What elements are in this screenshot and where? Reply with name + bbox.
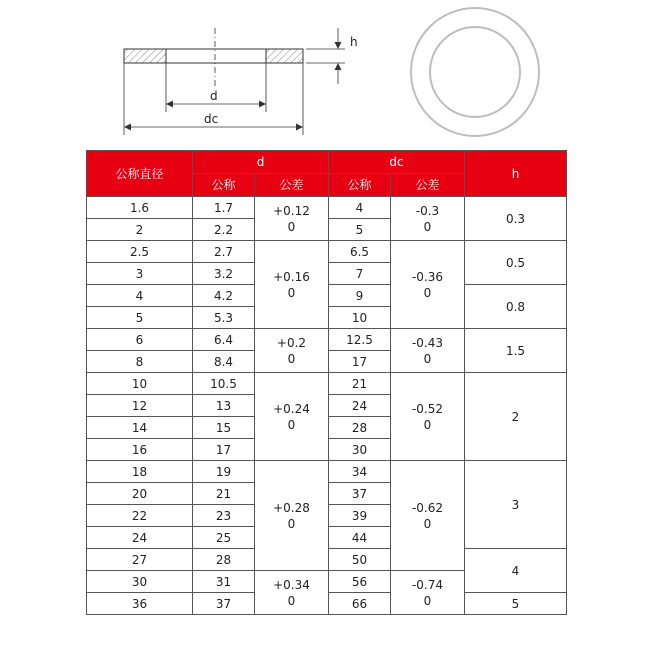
dc-tolerance-cell xyxy=(391,197,465,241)
dc-nominal-cell: 6.5 xyxy=(329,241,391,263)
dc-nominal-cell: 4 xyxy=(329,197,391,219)
d-tolerance-cell xyxy=(255,197,329,241)
dc-nominal-cell: 56 xyxy=(329,571,391,593)
d-nominal-cell: 17 xyxy=(193,439,255,461)
dc-tolerance-cell-upper: -0.74 xyxy=(411,577,444,592)
d-tolerance-cell xyxy=(255,329,329,373)
d-nominal-cell: 37 xyxy=(193,593,255,615)
dc-tolerance-cell xyxy=(391,461,465,571)
d-nominal-cell: 31 xyxy=(193,571,255,593)
table-row xyxy=(87,461,567,483)
nominal-diameter-cell: 14 xyxy=(87,417,193,439)
d-tolerance-cell-lower: 0 xyxy=(287,219,296,234)
nominal-diameter-cell: 8 xyxy=(87,351,193,373)
dc-tolerance-cell-upper: -0.36 xyxy=(411,269,444,284)
d-nominal-cell: 2.2 xyxy=(193,219,255,241)
dc-tolerance-cell xyxy=(391,241,465,329)
dc-tolerance-cell-upper: -0.43 xyxy=(411,335,444,350)
h-cell: 2 xyxy=(465,373,567,461)
nominal-diameter-cell: 12 xyxy=(87,395,193,417)
washer-side-view xyxy=(124,28,303,88)
dc-tolerance-cell-upper: -0.3 xyxy=(415,203,440,218)
dc-nominal-cell: 17 xyxy=(329,351,391,373)
dc-nominal-cell: 44 xyxy=(329,527,391,549)
dc-tolerance-cell xyxy=(391,329,465,373)
dc-nominal-cell: 37 xyxy=(329,483,391,505)
dc-tolerance-cell xyxy=(391,373,465,461)
dc-nominal-cell: 9 xyxy=(329,285,391,307)
d-tolerance-cell-lower: 0 xyxy=(287,593,296,608)
washer-spec-rows xyxy=(87,197,567,615)
header-dc-nominal: 公称 xyxy=(329,174,391,197)
nominal-diameter-cell: 1.6 xyxy=(87,197,193,219)
dc-nominal-cell: 66 xyxy=(329,593,391,615)
nominal-diameter-cell: 6 xyxy=(87,329,193,351)
dc-tolerance-cell xyxy=(391,571,465,615)
d-tolerance-cell-lower: 0 xyxy=(287,516,296,531)
dimension-h xyxy=(306,28,358,84)
nominal-diameter-cell: 2 xyxy=(87,219,193,241)
nominal-diameter-cell: 36 xyxy=(87,593,193,615)
header-d-nominal: 公称 xyxy=(193,174,255,197)
washer-section-left xyxy=(124,49,166,63)
h-cell: 1.5 xyxy=(465,329,567,373)
nominal-diameter-cell: 27 xyxy=(87,549,193,571)
dimension-h-label: h xyxy=(350,35,358,49)
dc-tolerance-cell-lower: 0 xyxy=(423,417,432,432)
d-tolerance-cell xyxy=(255,373,329,461)
washer-top-view xyxy=(411,8,539,136)
d-tolerance-cell-upper: +0.34 xyxy=(273,577,310,592)
dimension-dc-label: dc xyxy=(204,112,219,126)
table-row xyxy=(87,373,567,395)
header-h: h xyxy=(465,151,567,197)
table-row xyxy=(87,241,567,263)
h-cell: 0.8 xyxy=(465,285,567,329)
d-tolerance-cell-upper: +0.24 xyxy=(273,401,310,416)
dc-tolerance-cell-lower: 0 xyxy=(423,351,432,366)
d-tolerance-cell-upper: +0.28 xyxy=(273,500,310,515)
nominal-diameter-cell: 4 xyxy=(87,285,193,307)
d-nominal-cell: 13 xyxy=(193,395,255,417)
d-tolerance-cell-upper: +0.12 xyxy=(273,203,310,218)
nominal-diameter-cell: 10 xyxy=(87,373,193,395)
d-tolerance-cell-lower: 0 xyxy=(287,417,296,432)
nominal-diameter-cell: 20 xyxy=(87,483,193,505)
nominal-diameter-cell: 16 xyxy=(87,439,193,461)
dc-tolerance-cell-lower: 0 xyxy=(423,285,432,300)
dc-tolerance-cell-upper: -0.52 xyxy=(411,401,444,416)
dc-nominal-cell: 39 xyxy=(329,505,391,527)
washer-section-right xyxy=(266,49,303,63)
h-cell: 0.3 xyxy=(465,197,567,241)
d-nominal-cell: 21 xyxy=(193,483,255,505)
h-cell: 4 xyxy=(465,549,567,593)
dc-tolerance-cell-lower: 0 xyxy=(423,593,432,608)
d-tolerance-cell xyxy=(255,241,329,329)
dc-nominal-cell: 7 xyxy=(329,263,391,285)
dc-nominal-cell: 24 xyxy=(329,395,391,417)
dc-nominal-cell: 28 xyxy=(329,417,391,439)
dimension-d-label: d xyxy=(210,89,218,103)
washer-inner-circle xyxy=(430,27,520,117)
d-tolerance-cell xyxy=(255,571,329,615)
d-nominal-cell: 23 xyxy=(193,505,255,527)
table-row xyxy=(87,197,567,219)
d-nominal-cell: 19 xyxy=(193,461,255,483)
d-nominal-cell: 8.4 xyxy=(193,351,255,373)
d-tolerance-cell-upper: +0.16 xyxy=(273,269,310,284)
dc-nominal-cell: 34 xyxy=(329,461,391,483)
nominal-diameter-cell: 30 xyxy=(87,571,193,593)
table-row xyxy=(87,329,567,351)
nominal-diameter-cell: 5 xyxy=(87,307,193,329)
d-nominal-cell: 2.7 xyxy=(193,241,255,263)
dc-tolerance-cell-lower: 0 xyxy=(423,219,432,234)
nominal-diameter-cell: 22 xyxy=(87,505,193,527)
d-nominal-cell: 4.2 xyxy=(193,285,255,307)
d-nominal-cell: 15 xyxy=(193,417,255,439)
nominal-diameter-cell: 2.5 xyxy=(87,241,193,263)
d-nominal-cell: 25 xyxy=(193,527,255,549)
d-nominal-cell: 1.7 xyxy=(193,197,255,219)
dc-tolerance-cell-upper: -0.62 xyxy=(411,500,444,515)
nominal-diameter-cell: 3 xyxy=(87,263,193,285)
header-dc-tolerance: 公差 xyxy=(391,174,465,197)
h-cell: 3 xyxy=(465,461,567,549)
dc-nominal-cell: 50 xyxy=(329,549,391,571)
d-nominal-cell: 10.5 xyxy=(193,373,255,395)
dc-nominal-cell: 21 xyxy=(329,373,391,395)
d-nominal-cell: 6.4 xyxy=(193,329,255,351)
washer-spec-table xyxy=(86,150,567,615)
d-tolerance-cell-upper: +0.2 xyxy=(276,335,307,350)
h-cell: 0.5 xyxy=(465,241,567,285)
d-tolerance-cell-lower: 0 xyxy=(287,285,296,300)
d-tolerance-cell xyxy=(255,461,329,571)
dc-tolerance-cell-lower: 0 xyxy=(423,516,432,531)
washer-technical-drawing xyxy=(0,0,650,145)
d-nominal-cell: 28 xyxy=(193,549,255,571)
d-nominal-cell: 5.3 xyxy=(193,307,255,329)
header-d: d xyxy=(193,151,329,174)
dc-nominal-cell: 12.5 xyxy=(329,329,391,351)
dc-nominal-cell: 5 xyxy=(329,219,391,241)
d-tolerance-cell-lower: 0 xyxy=(287,351,296,366)
header-d-tolerance: 公差 xyxy=(255,174,329,197)
nominal-diameter-cell: 18 xyxy=(87,461,193,483)
h-cell: 5 xyxy=(465,593,567,615)
dc-nominal-cell: 30 xyxy=(329,439,391,461)
d-nominal-cell: 3.2 xyxy=(193,263,255,285)
dimension-d xyxy=(166,63,266,112)
header-dc: dc xyxy=(329,151,465,174)
nominal-diameter-cell: 24 xyxy=(87,527,193,549)
dc-nominal-cell: 10 xyxy=(329,307,391,329)
header-nominal-diameter: 公称直径 xyxy=(87,151,193,197)
